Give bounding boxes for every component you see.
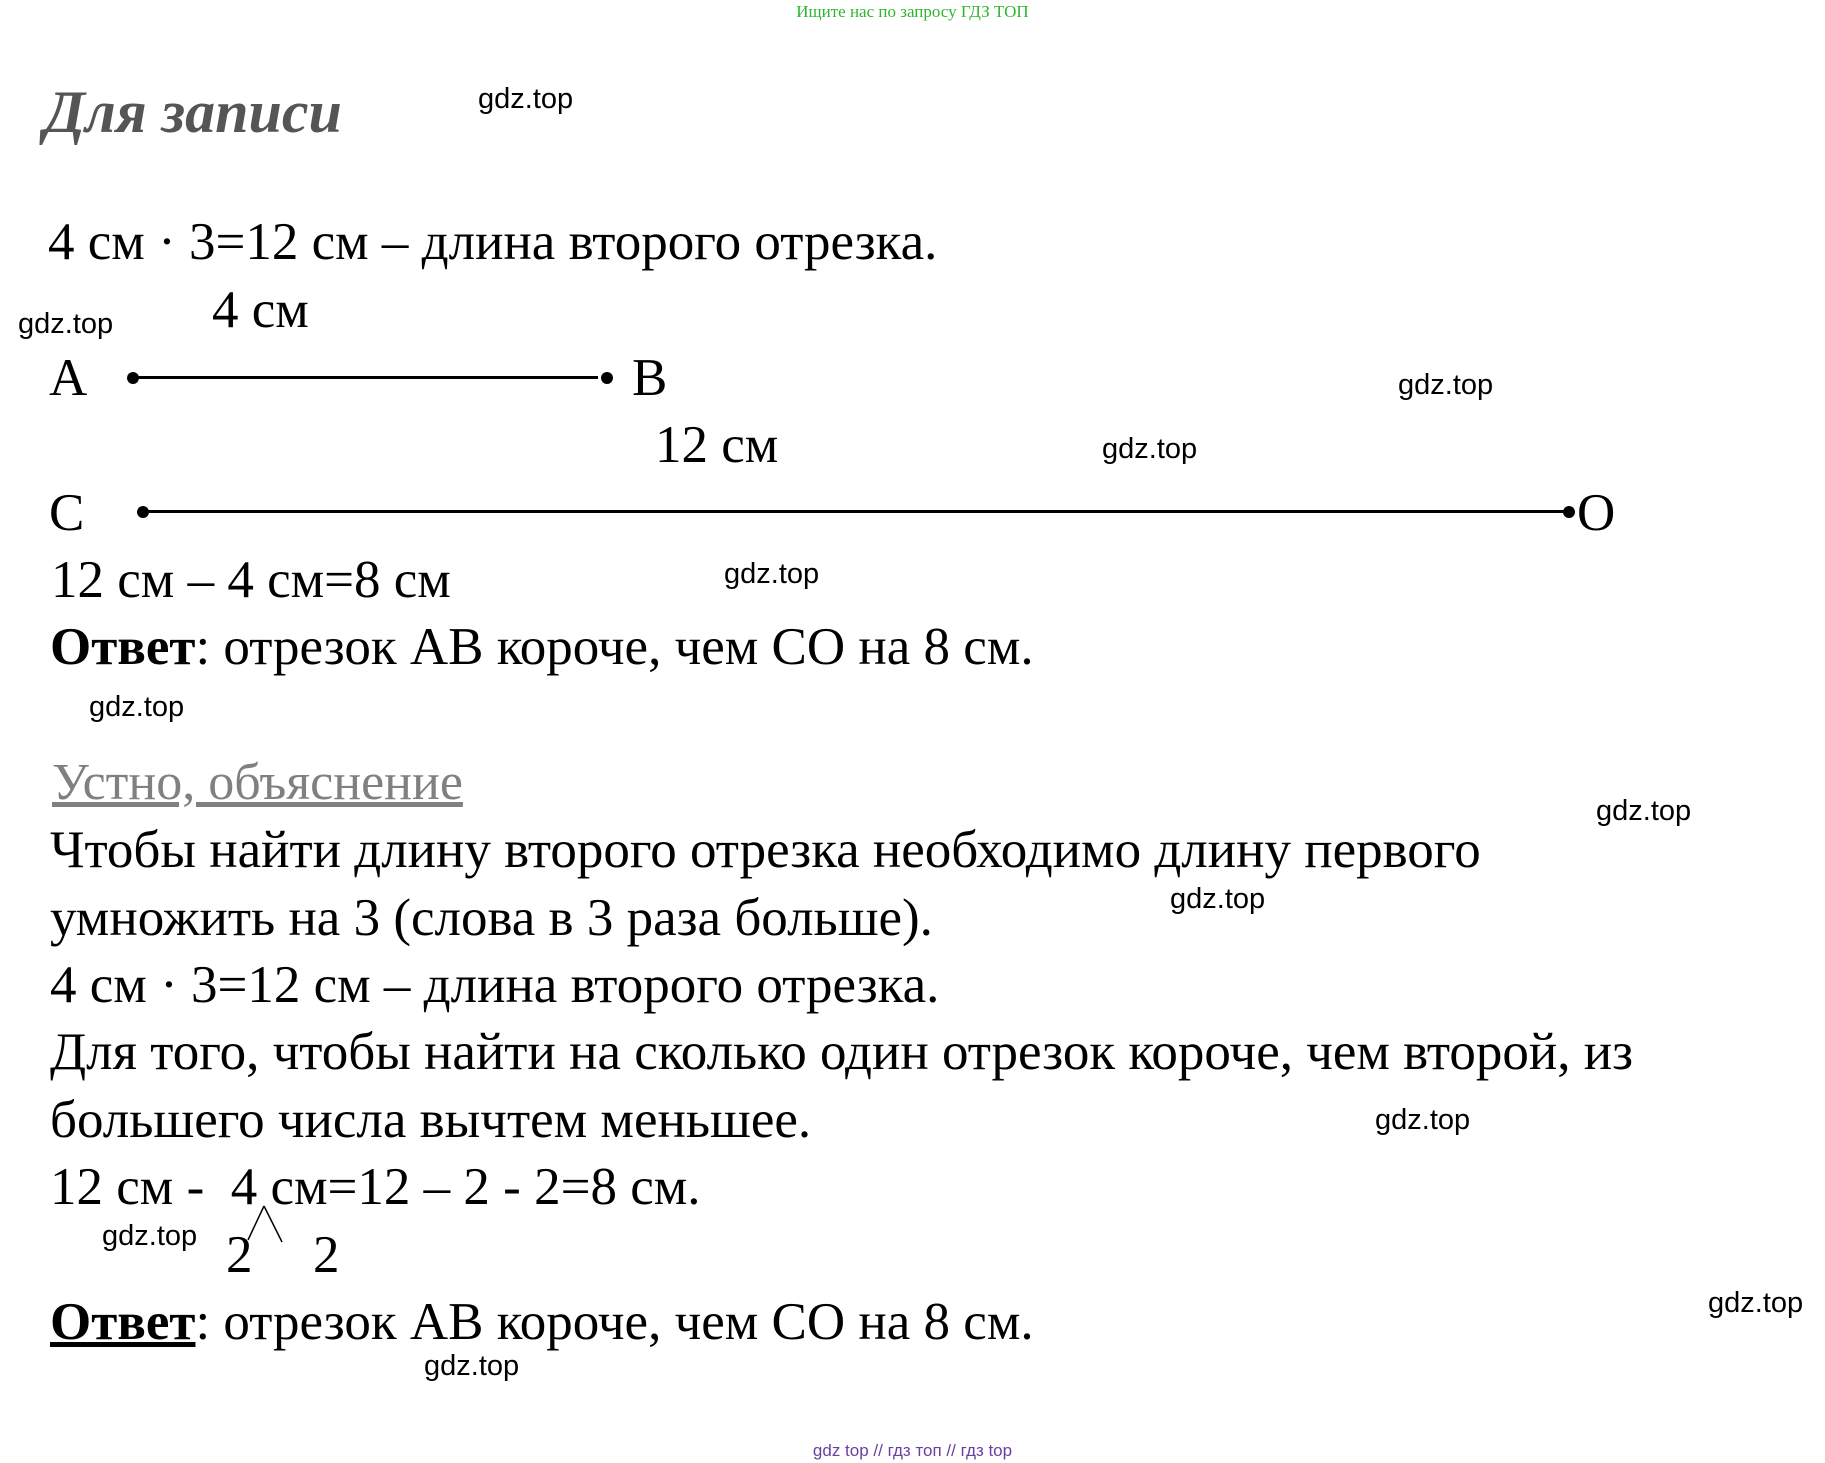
point-a-label: А (49, 349, 88, 407)
watermark: gdz.top (1596, 795, 1692, 827)
oral-calc-line (50, 1157, 701, 1217)
answer-2 (50, 1292, 1034, 1352)
point-b-label: В (632, 349, 668, 407)
point-c-label: С (49, 484, 85, 542)
watermark: gdz.top (724, 558, 820, 590)
oral-paragraph-2: 4 см · 3=12 см – длина второго отрезка. (50, 956, 940, 1014)
watermark: gdz.top (18, 308, 114, 340)
calc-line-2: 12 см – 4 см=8 см (51, 551, 451, 609)
segment-ab-length-label: 4 см (212, 281, 309, 339)
answer-1 (50, 617, 1034, 677)
watermark: gdz.top (478, 83, 574, 115)
watermark: gdz.top (89, 691, 185, 723)
answer-1-text: : отрезок АВ короче, чем СО на 8 см. (195, 618, 1034, 676)
segment-ab (133, 376, 598, 379)
footer-bar: gdz top // гдз топ // гдз top (812, 1441, 1013, 1460)
top-banner: Ищите нас по запросу ГДЗ ТОП (796, 2, 1029, 21)
point-o-label: О (1577, 484, 1616, 542)
oral-paragraph-3-line-2: большего числа вычтем меньшее. (50, 1091, 812, 1149)
watermark: gdz.top (102, 1220, 198, 1252)
decomposition-left-part: 2 (226, 1226, 253, 1284)
watermark: gdz.top (1398, 369, 1494, 401)
oral-heading: Устно, объяснение (52, 754, 463, 811)
section-heading: Для записи (44, 79, 342, 145)
point-o-dot (1563, 506, 1575, 518)
watermark: gdz.top (1708, 1287, 1804, 1319)
answer-2-label: Ответ (50, 1293, 196, 1351)
answer-1-label: Ответ (50, 618, 196, 676)
oral-paragraph-3-line-1: Для того, чтобы найти на сколько один отрезок короче, чем второй, из (50, 1023, 1634, 1081)
segment-co (143, 510, 1568, 513)
watermark: gdz.top (1102, 433, 1198, 465)
decomposition-right-part: 2 (313, 1226, 340, 1284)
watermark: gdz.top (424, 1350, 520, 1382)
segment-co-length-label: 12 см (655, 416, 779, 474)
watermark: gdz.top (1170, 883, 1266, 915)
watermark: gdz.top (1375, 1104, 1471, 1136)
oral-calc-prefix: 12 см - (50, 1158, 231, 1216)
answer-2-text: : отрезок АВ короче, чем СО на 8 см. (195, 1293, 1034, 1351)
oral-calc-four: 4 (230, 1158, 258, 1216)
calc-line-1: 4 см · 3=12 см – длина второго отрезка. (48, 213, 938, 271)
oral-calc-suffix: см=12 – 2 - 2=8 см. (257, 1158, 701, 1216)
oral-paragraph-1-line-1: Чтобы найти длину второго отрезка необходимо длину первого (50, 821, 1481, 879)
point-b-dot (601, 372, 613, 384)
oral-paragraph-1-line-2: умножить на 3 (слова в 3 раза больше). (50, 889, 933, 947)
